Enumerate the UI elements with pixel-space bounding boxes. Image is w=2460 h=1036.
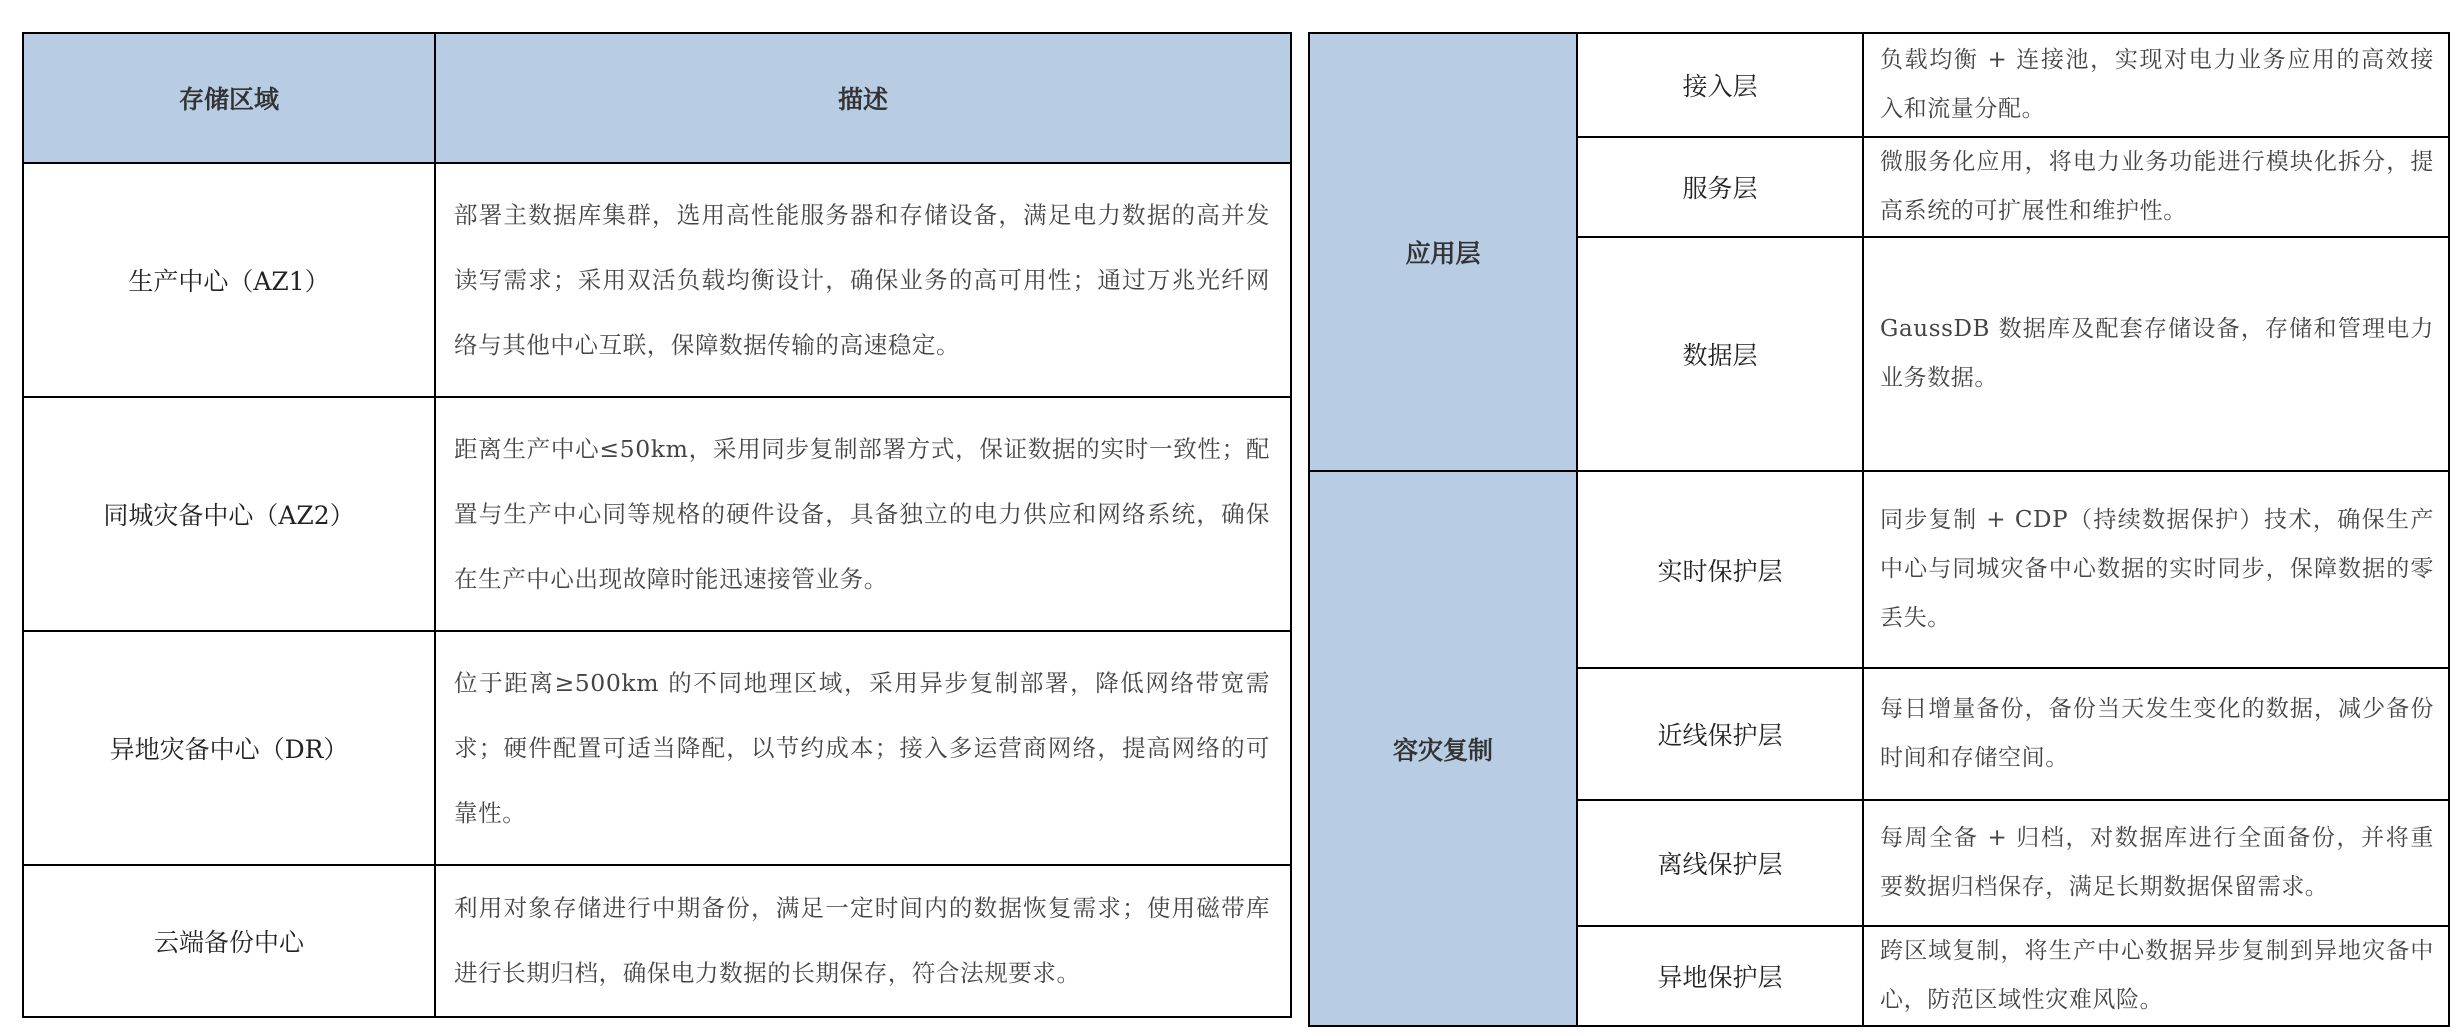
layer-name-cell: 离线保护层 (1577, 800, 1863, 926)
table-row (1309, 33, 2449, 137)
category-cell: 容灾复制 (1309, 471, 1577, 1026)
layer-name-cell: 近线保护层 (1577, 668, 1863, 800)
layer-description-cell: 跨区域复制，将生产中心数据异步复制到异地灾备中心，防范区域性灾难风险。 (1863, 926, 2449, 1026)
layer-description-cell: 每周全备 + 归档，对数据库进行全面备份，并将重要数据归档保存，满足长期数据保留需求。 (1863, 800, 2449, 926)
header-description: 描述 (435, 33, 1291, 163)
description-cell: 部署主数据库集群，选用高性能服务器和存储设备，满足电力数据的高并发读写需求；采用双活负载均衡设计，确保业务的高可用性；通过万兆光纤网络与其他中心互联，保障数据传输的高速稳定。 (435, 163, 1291, 397)
region-cell: 异地灾备中心（DR） (23, 631, 435, 865)
description-cell: 位于距离≥500km 的不同地理区域，采用异步复制部署，降低网络带宽需求；硬件配置可适当降配，以节约成本；接入多运营商网络，提高网络的可靠性。 (435, 631, 1291, 865)
table-header-row (23, 33, 1291, 163)
storage-region-table (22, 32, 1292, 1018)
architecture-layer-table (1308, 32, 2450, 1027)
description-cell: 利用对象存储进行中期备份，满足一定时间内的数据恢复需求；使用磁带库进行长期归档，确保电力数据的长期保存，符合法规要求。 (435, 865, 1291, 1017)
layer-description-cell: GaussDB 数据库及配套存储设备，存储和管理电力业务数据。 (1863, 237, 2449, 471)
table-row (1309, 471, 2449, 668)
layer-description-cell: 负载均衡 + 连接池，实现对电力业务应用的高效接入和流量分配。 (1863, 33, 2449, 137)
layer-description-cell: 同步复制 + CDP（持续数据保护）技术，确保生产中心与同城灾备中心数据的实时同步，保障数据的零丢失。 (1863, 471, 2449, 668)
region-cell: 云端备份中心 (23, 865, 435, 1017)
table-row (23, 397, 1291, 631)
region-cell: 生产中心（AZ1） (23, 163, 435, 397)
layer-description-cell: 微服务化应用，将电力业务功能进行模块化拆分，提高系统的可扩展性和维护性。 (1863, 137, 2449, 237)
header-region: 存储区域 (23, 33, 435, 163)
layer-name-cell: 实时保护层 (1577, 471, 1863, 668)
layer-name-cell: 接入层 (1577, 33, 1863, 137)
table-row (23, 631, 1291, 865)
description-cell: 距离生产中心≤50km，采用同步复制部署方式，保证数据的实时一致性；配置与生产中心同等规格的硬件设备，具备独立的电力供应和网络系统，确保在生产中心出现故障时能迅速接管业务。 (435, 397, 1291, 631)
layer-description-cell: 每日增量备份，备份当天发生变化的数据，减少备份时间和存储空间。 (1863, 668, 2449, 800)
layer-name-cell: 服务层 (1577, 137, 1863, 237)
table-row (23, 163, 1291, 397)
category-cell: 应用层 (1309, 33, 1577, 471)
layer-name-cell: 异地保护层 (1577, 926, 1863, 1026)
region-cell: 同城灾备中心（AZ2） (23, 397, 435, 631)
table-row (23, 865, 1291, 1017)
layer-name-cell: 数据层 (1577, 237, 1863, 471)
